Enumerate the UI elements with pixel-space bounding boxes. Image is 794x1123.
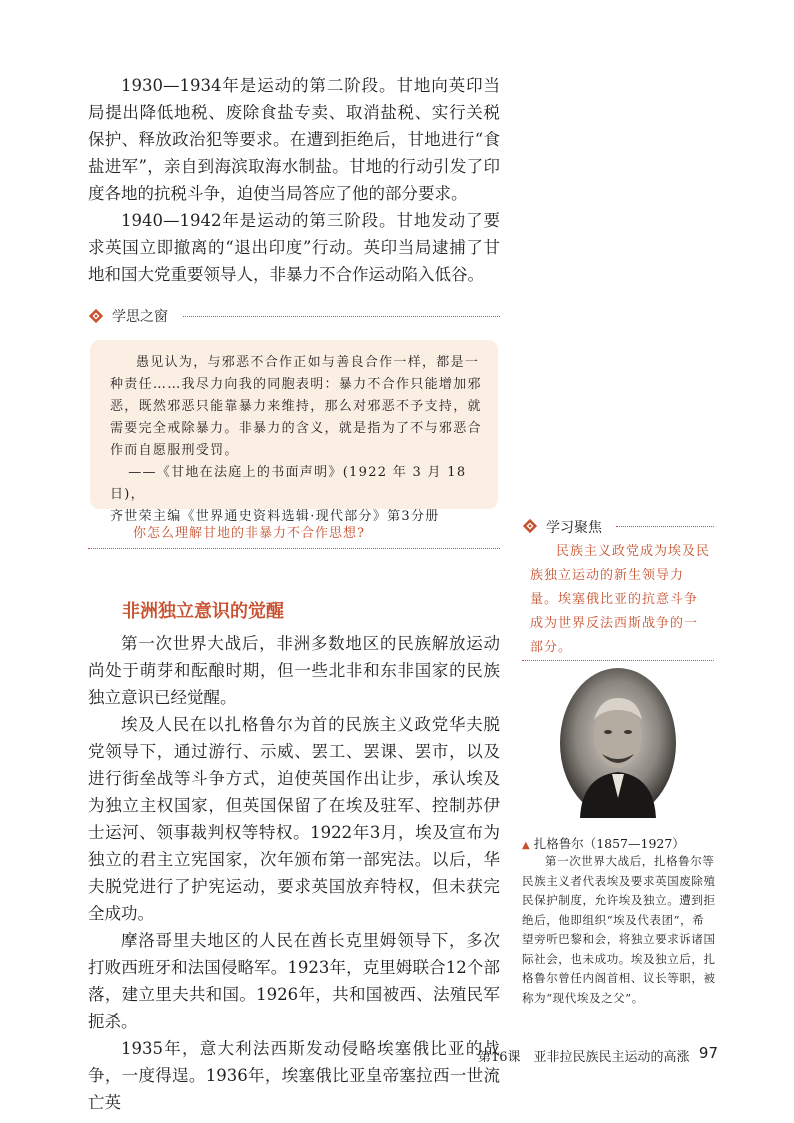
page-number: 97 — [698, 1044, 718, 1062]
section-title: 非洲独立意识的觉醒 — [122, 601, 284, 622]
divider — [616, 526, 714, 527]
study-window-header — [88, 305, 500, 327]
quote-source: ——《甘地在法庭上的书面声明》(1922 年 3 月 18日)， — [110, 465, 467, 502]
divider — [183, 316, 500, 317]
body-text-top — [88, 72, 500, 288]
paragraph: 埃及人民在以扎格鲁尔为首的民族主义政党华夫脱党领导下，通过游行、示威、罢工、罢课、罢市，以及进行街垒战等斗争方式，迫使英国作出让步，承认埃及为独立主权国家，但英国保留了在埃及驻军、控制苏伊士运河、领事裁判权等特权。1922年3月，埃及宣布为独立的君主立宪国家，次年颁布第一部宪法。以后，华夫脱党进行了护宪运动，要求英国放弃特权，但未获完全成功。 — [88, 715, 500, 923]
portrait-photo — [560, 668, 676, 818]
study-focus-title: 学习聚焦 — [546, 520, 602, 536]
paragraph: 1935年，意大利法西斯发动侵略埃塞俄比亚的战争，一度得逞。1936年，埃塞俄比亚皇帝塞拉西一世流亡英 — [88, 1039, 500, 1112]
quote-box — [90, 340, 498, 524]
study-window-title: 学思之窗 — [112, 309, 168, 325]
lesson-title: 第16课 亚非拉民族民主运动的高涨 — [478, 1050, 690, 1065]
discussion-question: 你怎么理解甘地的非暴力不合作思想? — [133, 526, 365, 541]
caption-title — [522, 834, 685, 852]
quote-source-book: 齐世荣主编《世界通史资料选辑·现代部分》第3分册 — [110, 509, 440, 524]
paragraph: 1930—1934年是运动的第二阶段。甘地向英印当局提出降低地税、废除食盐专卖、取消盐税、实行关税保护、释放政治犯等要求。在遭到拒绝后，甘地进行“食盐进军”，亲自到海滨取海水制盐。甘地的行动引发了印度各地的抗税斗争，迫使当局答应了他的部分要求。 — [88, 76, 500, 203]
diamond-icon — [88, 308, 104, 324]
study-focus-text: 民族主义政党成为埃及民族独立运动的新生领导力量。埃塞俄比亚的抗意斗争成为世界反法西斯战争的一部分。 — [530, 544, 711, 655]
paragraph: 第一次世界大战后，非洲多数地区的民族解放运动尚处于萌芽和酝酿时期，但一些北非和东非国家的民族独立意识已经觉醒。 — [88, 634, 500, 707]
paragraph: 摩洛哥里夫地区的人民在酋长克里姆领导下，多次打败西班牙和法国侵略军。1923年，克里姆联合12个部落，建立里夫共和国。1926年，共和国被西、法殖民军扼杀。 — [88, 931, 500, 1031]
caption-title-text: 扎格鲁尔（1857—1927） — [533, 836, 685, 851]
body-text-bottom — [88, 630, 500, 1116]
divider — [88, 548, 500, 549]
divider — [522, 660, 714, 661]
paragraph: 1940—1942年是运动的第三阶段。甘地发动了要求英国立即撤离的“退出印度”行动。英印当局逮捕了甘地和国大党重要领导人，非暴力不合作运动陷入低谷。 — [88, 211, 500, 284]
caption-text: 第一次世界大战后，扎格鲁尔等民族主义者代表埃及要求英国废除殖民保护制度，允许埃及独立。遭到拒绝后，他即组织“埃及代表团”，希望旁听巴黎和会，将独立要求诉诸国际社会，也未成功。埃及独立后，扎格鲁尔曾任内阁首相、议长等职，被称为“现代埃及之父”。 — [522, 854, 716, 1005]
diamond-icon — [522, 518, 538, 534]
triangle-icon: ▲ — [522, 840, 530, 851]
quote-text: 愚见认为，与邪恶不合作正如与善良合作一样，都是一种责任……我尽力向我的同胞表明：暴力不合作只能增加邪恶，既然邪恶只能靠暴力来维持，那么对邪恶不予支持，就需要完全戒除暴力。非暴力的含义，就是指为了不与邪恶合作而自愿服刑受罚。 — [110, 355, 482, 458]
page-footer — [478, 1046, 718, 1065]
study-focus-header — [522, 516, 714, 536]
